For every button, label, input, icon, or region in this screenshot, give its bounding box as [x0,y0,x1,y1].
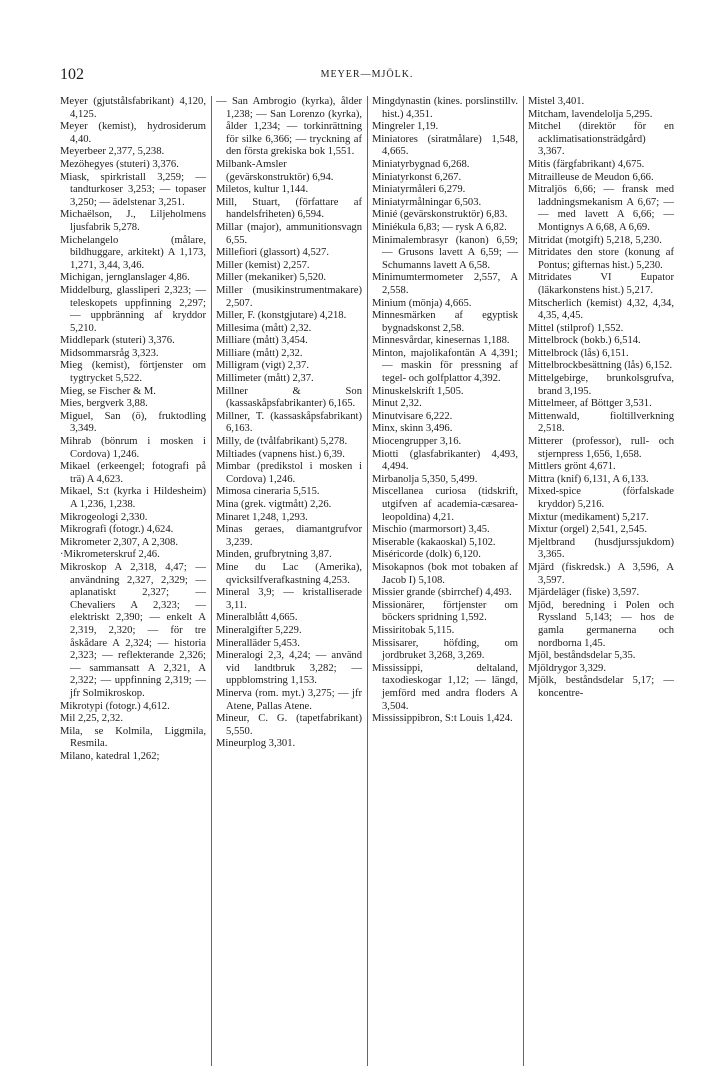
index-entry: Mitridat (motgift) 5,218, 5,230. [528,234,662,246]
index-entry: Mingdynastin (kines. porslinstillv. hist.) 4,351. [372,96,518,120]
index-entry: Miserable (kakaoskal) 5,102. [372,536,496,548]
index-entry: Mina (grek. vigtmått) 2,26. [216,499,332,510]
index-entry: Millar (major), ammunitionsvagn 6,55. [216,221,362,246]
index-entry: Millner & Son (kassaskåpsfabrikanter) 6,165. [216,385,362,410]
index-entry: Mineurplog 3,301. [216,738,296,750]
index-entry: Minton, majolikafontän A 4,391; — maskin för pressning af tegel- och golfplattor 4,392. [372,347,518,385]
index-entry: Mittelmeer, af Böttger 3,531. [528,398,652,410]
index-entry: Mirbanolja 5,350, 5,499. [372,473,478,485]
index-entry: Miniékula 6,83; — rysk A 6,82. [372,221,507,233]
column-2 [216,96,362,751]
index-entry: Mittelbrockbesättning (lås) 6,152. [528,360,673,372]
index-entry: Mistel 3,401. [528,96,585,107]
index-entry: Minnesvårdar, kinesernas 1,188. [372,335,510,347]
column-divider [523,96,524,1066]
index-entry: Mil 2,25, 2,32. [60,713,123,725]
index-entry: Miller, F. (konstgjutare) 4,218. [216,310,347,322]
index-entry: Misokapnos (bok mot tobaken af Jacob I) 5,108. [372,561,518,586]
index-entry: Miniatyrmålningar 6,503. [372,196,482,208]
index-entry: Mezöhegyes (stuteri) 3,376. [60,158,179,170]
index-entry: Mineralogi 2,3, 4,24; — använd vid landtbruk 3,282; — uppblomstring 1,153. [216,650,362,687]
index-entry: Miltiades (vapnens hist.) 6,39. [216,448,345,460]
index-entry: Michelangelo (målare, bildhuggare, arkitekt) A 1,173, 1,271, 3,44, 3,46. [60,234,206,271]
index-entry: Milligram (vigt) 2,37. [216,360,309,372]
index-entry: Miller (musikinstrumentmakare) 2,507. [216,284,362,309]
index-entry: Miniatyrbygnad 6,268. [372,158,470,170]
column-4 [528,96,674,701]
index-entry: Mitridates VI Eupator (läkarkonstens hist.) 5,217. [528,272,674,296]
column-1 [60,96,206,763]
index-entry: Millner, T. (kassaskåpsfabrikant) 6,163. [216,410,362,435]
index-entry: Miscellanea curiosa (tidskrift, utgifven af academia-cæsarea-leopoldina) 4,21. [372,486,518,523]
index-entry: Minx, skinn 3,496. [372,423,453,435]
index-entry: Meyer (kemist), hydrosiderum 4,40. [60,121,206,145]
index-entry: Minaret 1,248, 1,293. [216,511,308,523]
index-entry: Millesima (mått) 2,32. [216,322,312,334]
index-entry: Mjärd (fiskredsk.) A 3,596, A 3,597. [528,561,674,586]
index-entry: Mittelgebirge, brunkolsgrufva, brand 3,195. [528,373,674,397]
index-entry: Mieg (kemist), förtjenster om tygtrycket 5,522. [60,360,206,385]
index-entry: Mikael (erkeengel; fotografi på trä) A 4,623. [60,461,206,485]
index-entry: Miotti (glasfabrikanter) 4,493, 4,494. [372,448,518,473]
column-3 [372,96,518,726]
index-entry: Mississippibron, S:t Louis 1,424. [372,713,513,725]
page-header [60,66,674,84]
index-entry: Mila, se Kolmila, Liggmila, Resmila. [60,725,206,750]
index-entry: Mimosa cineraria 5,515. [216,486,320,498]
index-entry: Mjärdeläger (fiske) 3,597. [528,587,640,599]
running-head: MEYER—MJÖLK. [320,69,414,80]
index-entry: Milly, de (tvålfabrikant) 5,278. [216,436,348,448]
index-entry: Mitridates den store (konung af Pontus; gifternas hist.) 5,230. [528,247,674,271]
index-entry: Milano, katedral 1,262; [60,750,160,762]
index-entry: Mittel (stilprof) 1,552. [528,322,624,334]
index-columns [60,96,674,1062]
index-entry: Minimumtermometer 2,557, A 2,558. [372,272,518,296]
index-entry: Minut 2,32. [372,398,422,410]
column-divider [367,96,368,1066]
index-entry: Mittra (knif) 6,131, A 6,133. [528,473,649,485]
index-entry: Michigan, jernglanslager 4,86. [60,272,190,284]
index-entry: Meyerbeer 2,377, 5,238. [60,146,165,158]
index-entry: — San Ambrogio (kyrka), ålder 1,238; — San Lorenzo (kyrka), ålder 1,234; — torkinrättning för silke 6,366; — tryckning af den första grekiska bok 1,551. [216,96,362,158]
index-entry: Millefiori (glassort) 4,527. [216,247,329,259]
index-entry: Mingreler 1,19. [372,121,439,133]
index-entry: Mineralblått 4,665. [216,612,298,624]
index-entry: Mies, bergverk 3,88. [60,398,148,410]
index-entry: Mjöl, beståndsdelar 5,35. [528,650,636,662]
index-entry: Mikael, S:t (kyrka i Hildesheim) A 1,236, 1,238. [60,486,206,510]
index-entry: Milliare (mått) 3,454. [216,335,308,347]
index-entry: Minuskelskrift 1,505. [372,385,464,397]
index-entry: Mjeltbrand (husdjurssjukdom) 3,365. [528,536,674,561]
index-entry: Mixtur (orgel) 2,541, 2,545. [528,524,647,536]
index-entry: Meyer (gjutstålsfabrikant) 4,120, 4,125. [60,96,206,120]
index-entry: Middlepark (stuteri) 3,376. [60,335,175,347]
index-entry: Mimbar (predikstol i mosken i Cordova) 1,246. [216,461,362,485]
index-entry: Mikrotypi (fotogr.) 4,612. [60,700,170,712]
index-entry: Minden, grufbrytning 3,87. [216,549,332,561]
index-entry: Middelburg, glassliperi 2,323; — teleskopets uppfinning 2,297; — uppbränning af kryddor 5,210. [60,284,206,334]
index-entry: Mittelbrock (lås) 6,151. [528,347,629,359]
index-entry: Mischio (marmorsort) 3,45. [372,524,490,536]
index-entry: Mineur, C. G. (tapetfabrikant) 5,550. [216,713,362,737]
index-entry: Mihrab (bönrum i mosken i Cordova) 1,246. [60,436,206,460]
index-entry: Milbank-Amsler (gevärskonstruktör) 6,94. [216,158,334,183]
index-entry: Mill, Stuart, (författare af handelsfriheten) 6,594. [216,196,362,221]
index-entry: Mineralgifter 5,229. [216,624,302,636]
index-entry: Mitterer (professor), rull- och stjernpress 1,656, 1,658. [528,436,674,460]
index-entry: Missisarer, höfding, om jordbruket 3,268, 3,269. [372,637,518,662]
index-entry: Miletos, kultur 1,144. [216,184,309,196]
index-entry: Millimeter (mått) 2,37. [216,373,314,385]
index-entry: Mikrografi (fotogr.) 4,624. [60,524,174,536]
index-entry: Mittlers grönt 4,671. [528,461,616,473]
index-entry: Minimalembrasyr (kanon) 6,59; — Grusons lavett A 6,59; — Schumanns lavett A 6,58. [372,234,518,271]
index-entry: Miguel, San (ö), fruktodling 3,349. [60,410,206,435]
index-entry: Mikrogeologi 2,330. [60,511,148,523]
index-entry: Mieg, se Fischer & M. [60,385,156,397]
index-entry: Minnesmärken af egyptisk bygnadskonst 2,58. [372,310,518,334]
index-entry: Minium (mönja) 4,665. [372,297,472,309]
index-entry: Mjöldrygor 3,329. [528,662,606,674]
index-entry: Mitchel (direktör för en acklimatisationsträdgård) 3,367. [528,121,674,158]
index-entry: Mittelbrock (bokb.) 6,514. [528,335,641,347]
index-entry: Mixtur (medikament) 5,217. [528,511,649,523]
index-entry: Mitis (färgfabrikant) 4,675. [528,158,645,170]
index-entry: Mineral 3,9; — kristalliserade 3,11. [216,587,362,611]
index-entry: Mitcham, lavendelolja 5,295. [528,108,653,120]
index-entry: Midsommarsråg 3,323. [60,347,159,359]
page-number: 102 [60,66,84,83]
index-entry: Miséricorde (dolk) 6,120. [372,549,481,561]
index-entry: Miniatores (siratmålare) 1,548, 4,665. [372,133,518,158]
index-entry: Mississippi, deltaland, taxodieskogar 1,12; — längd, jemförd med andra floders A 3,504. [372,662,518,712]
index-entry: Miller (mekaniker) 5,520. [216,272,327,284]
index-entry: Mikroskop A 2,318, 4,47; — användning 2,327, 2,329; — aplanatiskt 2,327; — Chevaliers A 2,323; — elektriskt 2,390; — enkelt A 2,319, 2,320; — för tre åskådare A 2,324; — historia 2,323; — reflekterande 2,326; — sammansatt A 2,321, A 2,322; — uppfinning 2,319; — jfr Solmikroskop. [60,561,206,699]
index-entry: Missiritobak 5,115. [372,624,455,636]
index-entry: Mineralläder 5,453. [216,637,300,649]
index-entry: Miller (kemist) 2,257. [216,259,310,271]
index-entry: Miask, spirkristall 3,259; — tandturkoser 3,253; — topaser 3,250; — ädelstenar 3,251. [60,171,206,208]
index-entry: Minas geraes, diamantgrufvor 3,239. [216,524,362,548]
index-entry: Mixed-spice (förfalskade kryddor) 5,216. [528,486,674,510]
index-entry: Miniatyrmåleri 6,279. [372,184,466,196]
index-entry: Mitrailleuse de Meudon 6,66. [528,171,654,183]
index-entry: Minerva (rom. myt.) 3,275; — jfr Atene, Pallas Atene. [216,687,362,712]
index-entry: Michaëlson, J., Liljeholmens ljusfabrik 5,278. [60,209,206,233]
index-entry: Minié (gevärskonstruktör) 6,83. [372,209,508,221]
index-entry: ·Mikrometerskruf 2,46. [60,549,160,561]
index-entry: Mjöd, beredning i Polen och Ryssland 5,143; — hos de gamla germanerna och nordborna 1,45. [528,599,674,649]
index-entry: Mikrometer 2,307, A 2,308. [60,536,178,548]
index-entry: Mitraljös 6,66; — fransk med laddningsmekanism A 6,67; — — med lavett A 6,66; — Montignys A 6,68, A 6,69. [528,184,674,233]
index-entry: Mine du Lac (Amerika), qvicksilfverafkastning 4,253. [216,561,362,586]
index-entry: Miniatyrkonst 6,267. [372,171,462,183]
index-entry: Minutvisare 6,222. [372,410,453,422]
index-entry: Mittenwald, fioltillverkning 2,518. [528,410,674,435]
index-entry: Mitscherlich (kemist) 4,32, 4,34, 4,35, 4,45. [528,297,674,322]
column-divider [211,96,212,1066]
index-entry: Missier grande (sbirrchef) 4,493. [372,587,512,599]
index-entry: Milliare (mått) 2,32. [216,347,303,359]
index-entry: Missionärer, förtjenster om böckers spridning 1,592. [372,599,518,624]
index-entry: Mjölk, beståndsdelar 5,17; — koncentre- [528,675,674,699]
index-entry: Miocengrupper 3,16. [372,436,462,448]
